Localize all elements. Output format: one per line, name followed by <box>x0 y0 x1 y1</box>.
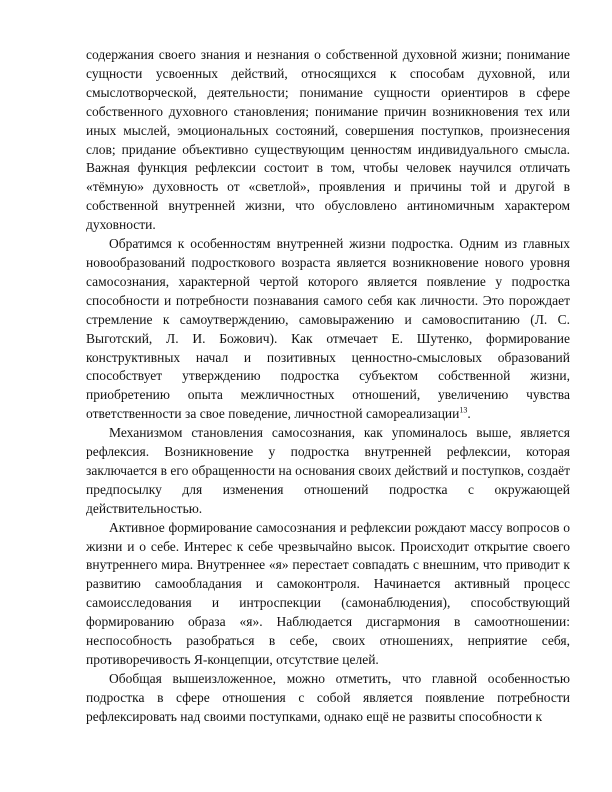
paragraph-1 <box>86 46 570 235</box>
paragraph-5-text: Обобщая вышеизложенное, можно отметить, что главной особенностью подростка в сфере отношения с собой является появление потребности рефлексировать над своими поступками, однако ещё не развиты способности к <box>86 670 570 724</box>
paragraph-4 <box>86 519 570 670</box>
paragraph-4-text: Активное формирование самосознания и рефлексии рождают массу вопросов о жизни и о себе. Интерес к себе чрезвычайно высок. Происходит открытие своего внутреннего мира. Внутреннее «я» перестает совпадать с внешним, что приводит к развитию самообладания и самоконтроля. Начинается активный процесс самоисследования и интроспекции (самонаблюдения), способствующий формированию образа «я». Наблюдается дисгармония в самоотношении: неспособность разобраться в себе, своих отношениях, неприятие себя, противоречивость Я-концепции, отсутствие целей. <box>86 519 570 667</box>
paragraph-3 <box>86 424 570 519</box>
paragraph-1-text: содержания своего знания и незнания о собственной духовной жизни; понимание сущности усвоенных действий, относящихся к способам духовной, или смыслотворческой, деятельности; понимание сущности ориентиров в сфере собственного духовного становления; понимание причин возникновения тех или иных мыслей, эмоциональных состояний, совершения поступков, произнесения слов; придание объективно существующим ценностям индивидуального смысла. Важная функция рефлексии состоит в том, чтобы человек научился отличать «тёмную» духовность от «светлой», проявления и причины той и другой в собственной внутренней жизни, что обусловлено антиномичным характером духовности. <box>86 47 570 233</box>
paragraph-2-text: Обратимся к особенностям внутренней жизни подростка. Одним из главных новообразований подросткового возраста является возникновение нового уровня самосознания, характерной чертой которого является появление у подростка способности и потребности познавания самого себя как личности. Это порождает стремление к самоутверждению, самовыражению и самовоспитанию (Л. С. Выготский, Л. И. Божович). Как отмечает Е. Шутенко, формирование конструктивных начал и позитивных ценностно-смысловых образований способствует утверждению подростка субъектом собственной жизни, приобретению опыта межличностных отношений, увеличению чувства ответственности за свое поведение, личностной самореализации <box>86 236 570 422</box>
paragraph-2-tail: . <box>467 406 471 422</box>
paragraph-3-text: Механизмом становления самосознания, как упоминалось выше, является рефлексия. Возникновение у подростка внутренней рефлексии, которая заключается в его обращенности на основания своих действий и поступков, создаёт предпосылку для изменения отношений подростка с окружающей действительностью. <box>86 425 570 516</box>
document-page <box>86 46 570 727</box>
paragraph-2 <box>86 235 570 424</box>
paragraph-5 <box>86 670 570 727</box>
footnote-ref: 13 <box>459 405 468 415</box>
